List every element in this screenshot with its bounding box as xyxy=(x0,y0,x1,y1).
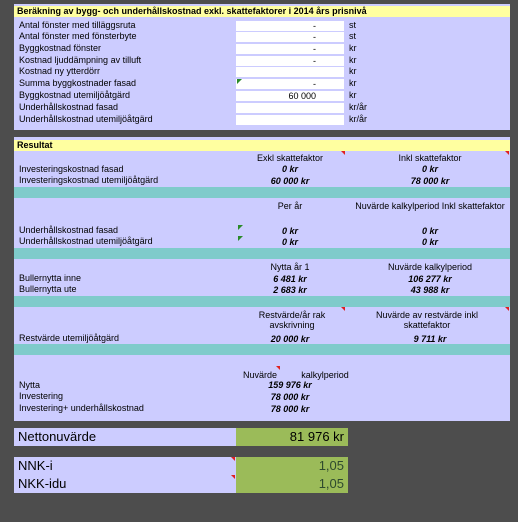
input-cell[interactable]: - xyxy=(236,32,344,42)
noise-col1-header: Nytta år 1 xyxy=(270,262,310,272)
comment-marker xyxy=(505,307,509,311)
comment-marker xyxy=(341,307,345,311)
inv-row-v2: 78 000 kr xyxy=(410,176,450,186)
npv-col-a-header: Nuvärde xyxy=(242,370,278,380)
input-panel-title: Beräkning av bygg- och underhållskostnad exkl. skattefaktorer i 2014 års prisnivå xyxy=(14,6,510,17)
nnk-i-label: NNK-i xyxy=(18,458,53,473)
npv-row-value: 78 000 kr xyxy=(270,392,310,402)
result-panel-title: Resultat xyxy=(14,140,510,151)
separator xyxy=(14,296,510,307)
inv-row-v2: 0 kr xyxy=(421,164,438,174)
unit-label: st xyxy=(349,20,357,30)
noise-col2-header: Nuvärde kalkylperiod xyxy=(387,262,473,272)
nkk-idu-value: 1,05 xyxy=(236,475,348,493)
noise-row-v1: 2 683 kr xyxy=(273,285,307,295)
maint-row-label: Underhållskostnad fasad xyxy=(19,225,119,235)
inv-row-v1: 60 000 kr xyxy=(270,176,310,186)
unit-label: kr xyxy=(349,55,357,65)
input-row-label: Kostnad ny ytterdörr xyxy=(19,66,101,76)
inv-col2-header: Inkl skattefaktor xyxy=(398,153,462,163)
npv-row-label: Investering+ underhållskostnad xyxy=(19,403,144,413)
npv-row-label: Nytta xyxy=(19,380,41,390)
noise-row-v1: 6 481 kr xyxy=(273,274,307,284)
input-row-label: Antal fönster med fönsterbyte xyxy=(19,31,137,41)
maint-col1-header: Per år xyxy=(277,201,303,211)
separator xyxy=(14,187,510,198)
comment-marker xyxy=(231,475,235,479)
unit-label: kr xyxy=(349,66,357,76)
residual-col2-header: Nuvärde av restvärde inkl skattefaktor xyxy=(375,310,479,330)
noise-row-v2: 43 988 kr xyxy=(410,285,450,295)
input-row-label: Underhållskostnad fasad xyxy=(19,102,119,112)
nettonuvarde-label: Nettonuvärde xyxy=(14,428,236,446)
input-cell[interactable] xyxy=(236,103,344,113)
input-row-label: Summa byggkostnader fasad xyxy=(19,78,137,88)
maint-row-v2: 0 kr xyxy=(421,226,438,236)
input-cell[interactable]: - xyxy=(236,44,344,54)
maint-row-v1: 0 kr xyxy=(281,226,298,236)
nkk-idu-label: NKK-idu xyxy=(18,476,67,491)
npv-row-value: 159 976 kr xyxy=(268,380,312,390)
npv-row-label: Investering xyxy=(19,391,64,401)
unit-label: kr xyxy=(349,43,357,53)
npv-row-value: 78 000 kr xyxy=(270,404,310,414)
inv-row-label: Investeringskostnad fasad xyxy=(19,164,124,174)
residual-col1-header: Restvärde/år rak avskrivning xyxy=(258,310,326,330)
residual-row-v1: 20 000 kr xyxy=(270,334,310,344)
residual-row-v2: 9 711 kr xyxy=(413,334,447,344)
noise-row-label: Bullernytta ute xyxy=(19,284,77,294)
unit-label: kr xyxy=(349,90,357,100)
nettonuvarde-value: 81 976 kr xyxy=(236,428,348,446)
maint-row-label: Underhållskostnad utemiljöåtgärd xyxy=(19,236,153,246)
unit-label: kr/år xyxy=(349,114,367,124)
comment-marker xyxy=(231,457,235,461)
unit-label: kr/år xyxy=(349,102,367,112)
unit-label: kr xyxy=(349,78,357,88)
noise-row-v2: 106 277 kr xyxy=(408,274,452,284)
inv-row-v1: 0 kr xyxy=(281,164,298,174)
inv-col1-header: Exkl skattefaktor xyxy=(256,153,324,163)
input-row-label: Underhållskostnad utemiljöåtgärd xyxy=(19,114,153,124)
npv-col-b-header: kalkylperiod xyxy=(301,370,349,380)
maint-row-v1: 0 kr xyxy=(281,237,298,247)
separator xyxy=(14,248,510,259)
input-cell[interactable] xyxy=(236,67,344,77)
input-cell[interactable]: 60 000 xyxy=(236,91,344,101)
input-cell[interactable] xyxy=(236,115,344,125)
noise-row-label: Bullernytta inne xyxy=(19,273,82,283)
residual-row-label: Restvärde utemiljöåtgärd xyxy=(19,333,120,343)
separator xyxy=(14,344,510,355)
inv-row-label: Investeringskostnad utemiljöåtgärd xyxy=(19,175,159,185)
comment-marker xyxy=(237,79,242,84)
input-cell[interactable]: - xyxy=(236,79,344,89)
input-row-label: Kostnad ljuddämpning av tilluft xyxy=(19,55,142,65)
input-cell[interactable]: - xyxy=(236,56,344,66)
unit-label: st xyxy=(349,31,357,41)
nnk-i-value: 1,05 xyxy=(236,457,348,475)
maint-row-v2: 0 kr xyxy=(421,237,438,247)
input-row-label: Byggkostnad fönster xyxy=(19,43,102,53)
maint-col2-header: Nuvärde kalkylperiod Inkl skattefaktor xyxy=(355,201,505,211)
input-row-label: Antal fönster med tilläggsruta xyxy=(19,20,136,30)
input-row-label: Byggkostnad utemiljöåtgärd xyxy=(19,90,131,100)
input-cell[interactable]: - xyxy=(236,21,344,31)
